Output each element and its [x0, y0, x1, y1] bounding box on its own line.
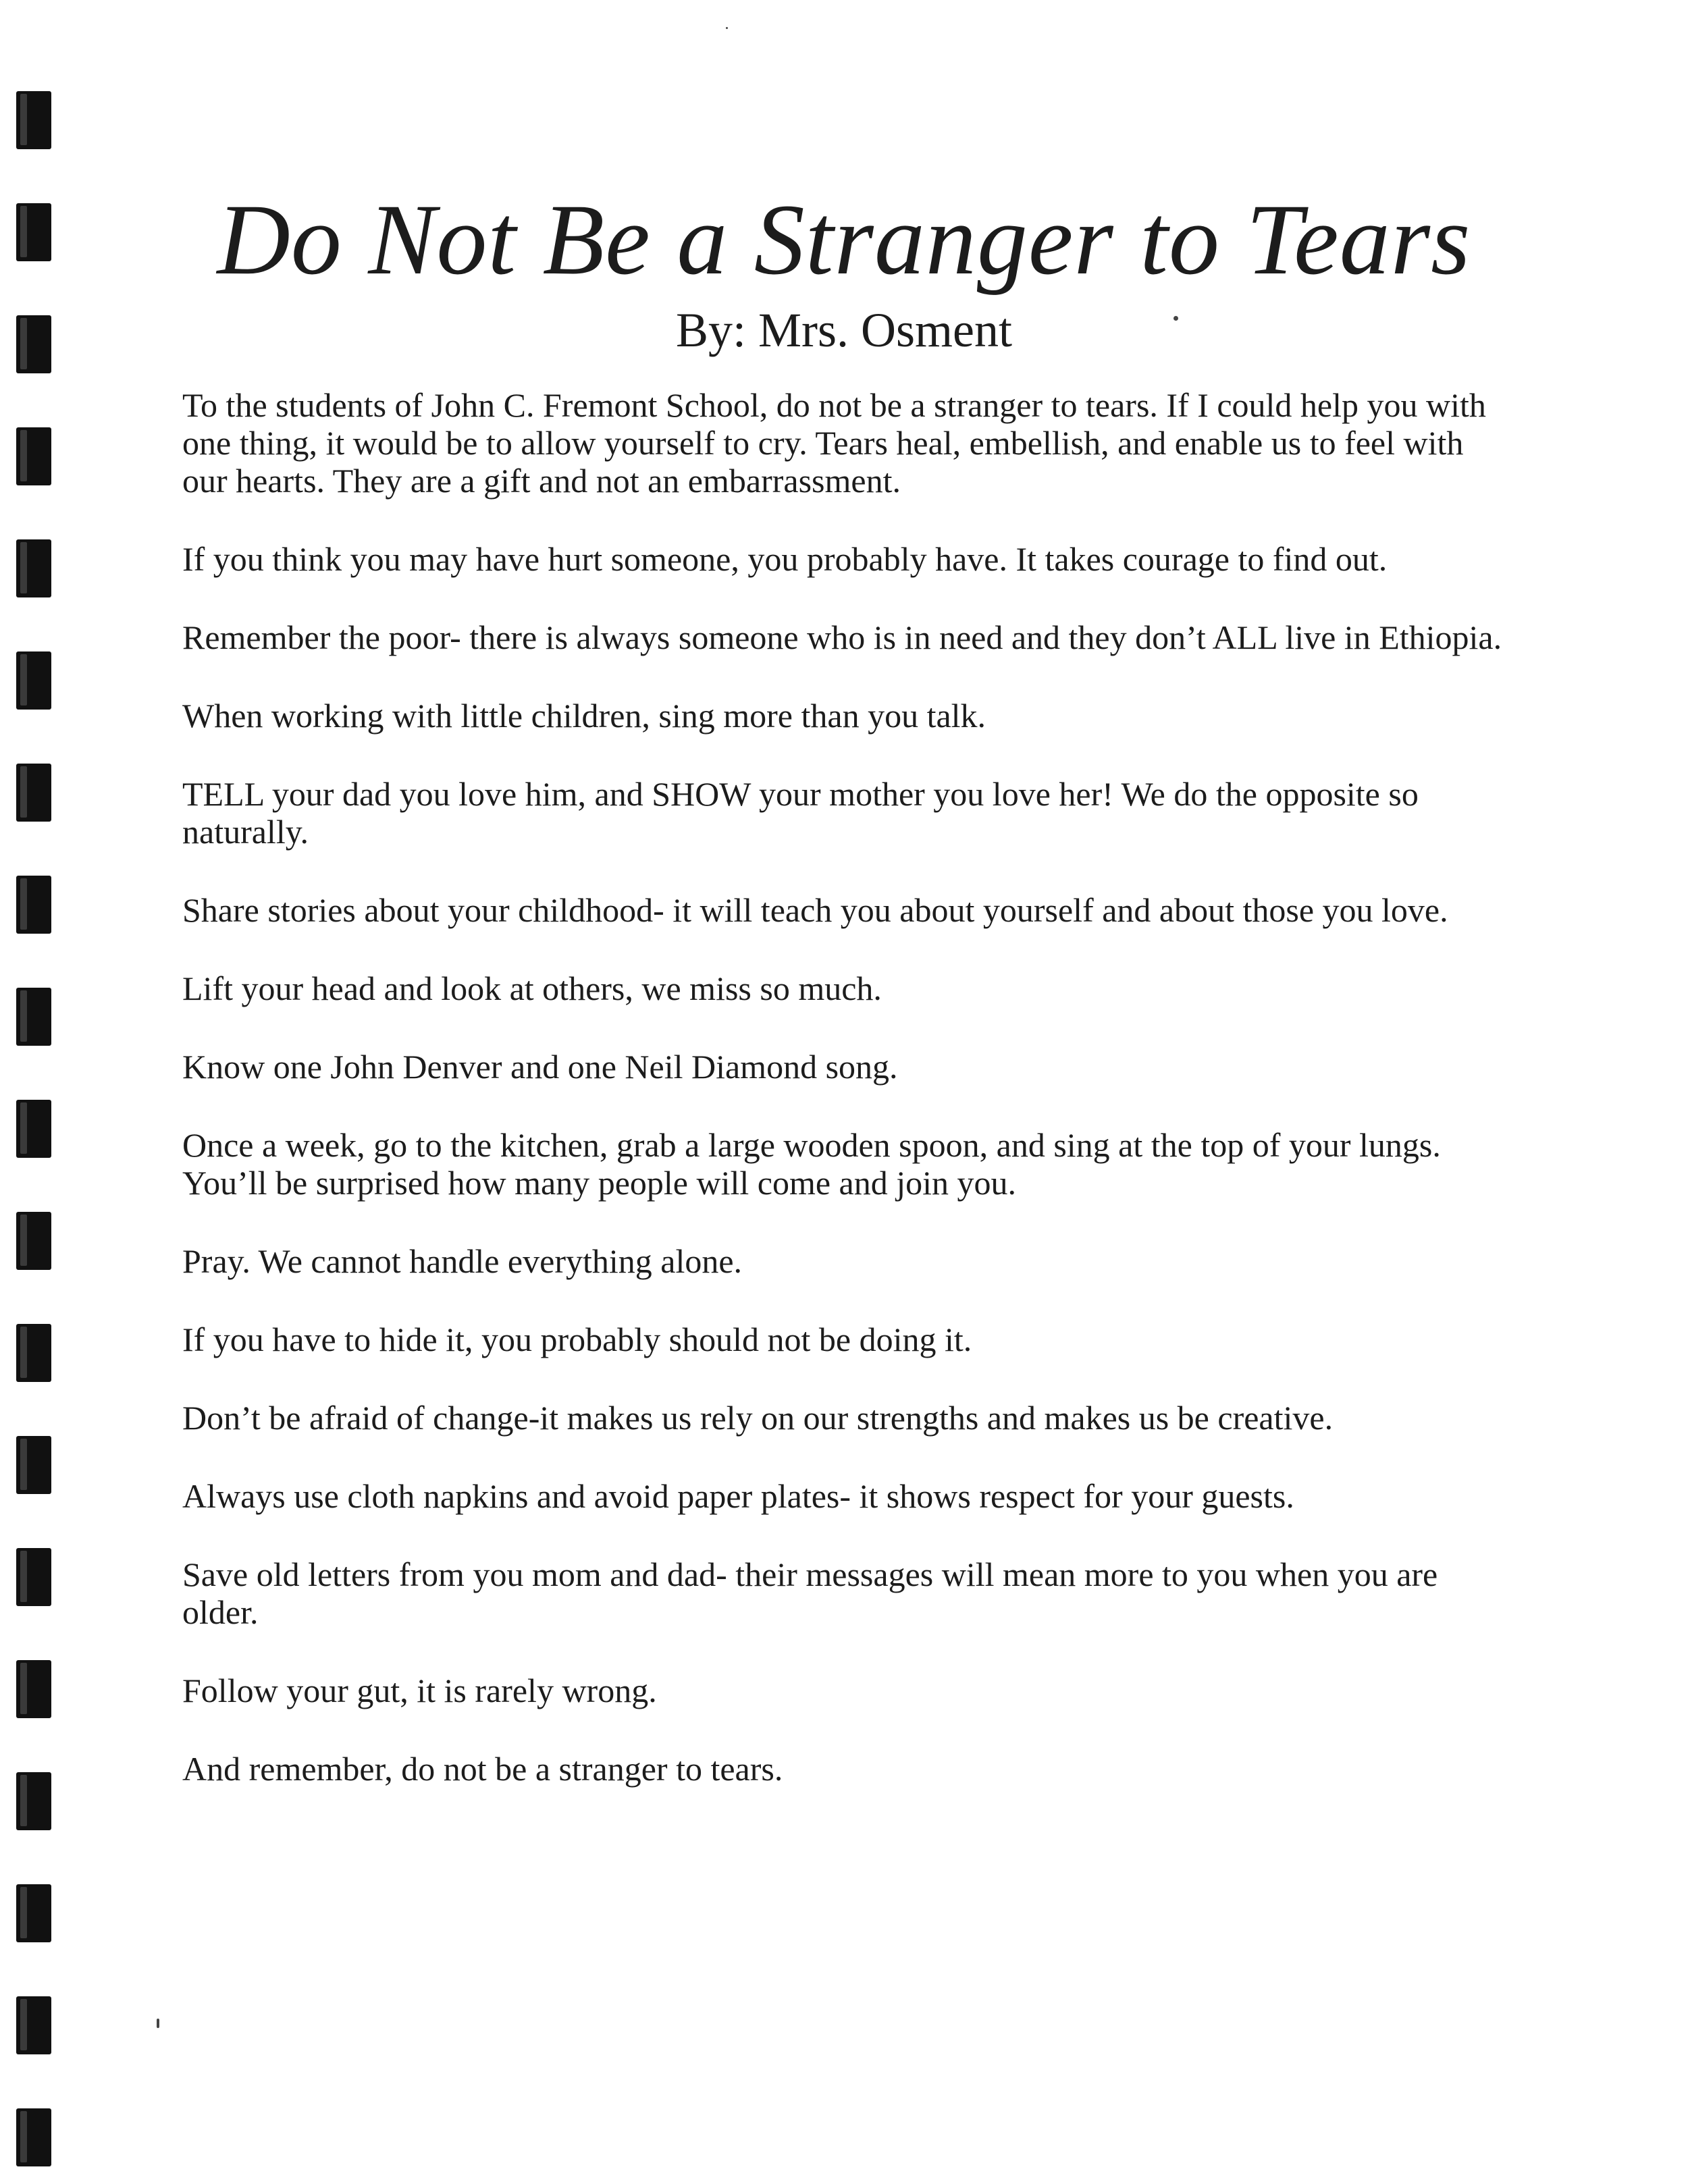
- binding-hole: [16, 315, 51, 373]
- binding-hole: [16, 988, 51, 1046]
- binding-hole: [16, 1996, 51, 2054]
- binding-hole: [16, 651, 51, 710]
- paragraph: Pray. We cannot handle everything alone.: [182, 1242, 743, 1280]
- binding-hole: [16, 2108, 51, 2166]
- spiral-binding: [16, 0, 57, 2184]
- paragraph: Once a week, go to the kitchen, grab a large wooden spoon, and sing at the top of your lungs. You’ll be surprised how many people will come and join you.: [182, 1126, 1441, 1202]
- paragraph: And remember, do not be a stranger to tears.: [182, 1750, 783, 1788]
- scan-speck: [726, 27, 728, 29]
- binding-hole: [16, 203, 51, 261]
- binding-hole: [16, 764, 51, 822]
- binding-hole: [16, 91, 51, 149]
- binding-hole: [16, 427, 51, 485]
- paragraph: Don’t be afraid of change-it makes us rely on our strengths and makes us be creative.: [182, 1399, 1334, 1437]
- paragraph: Know one John Denver and one Neil Diamond song.: [182, 1048, 898, 1086]
- binding-hole: [16, 1324, 51, 1382]
- paragraph: Always use cloth napkins and avoid paper plates- it shows respect for your guests.: [182, 1477, 1294, 1515]
- binding-hole: [16, 1548, 51, 1606]
- paragraph: When working with little children, sing more than you talk.: [182, 697, 986, 735]
- binding-hole: [16, 1660, 51, 1718]
- binding-hole: [16, 876, 51, 934]
- document-page: [182, 182, 1506, 1828]
- paragraph: Lift your head and look at others, we miss so much.: [182, 969, 882, 1007]
- binding-hole: [16, 1884, 51, 1942]
- binding-hole: [16, 1436, 51, 1494]
- paragraph: To the students of John C. Fremont School, do not be a stranger to tears. If I could help you with one thing, it would be to allow yourself to cry. Tears heal, embellish, and enable us to feel with our hearts. They are a gift and not an embarrassment.: [182, 386, 1486, 500]
- paragraph: Remember the poor- there is always someone who is in need and they don’t ALL live in Ethiopia.: [182, 618, 1502, 656]
- paragraph: Save old letters from you mom and dad- their messages will mean more to you when you are older.: [182, 1555, 1438, 1631]
- paragraph: If you think you may have hurt someone, you probably have. It takes courage to find out.: [182, 540, 1388, 578]
- paragraph: Follow your gut, it is rarely wrong.: [182, 1672, 657, 1709]
- document-body: [182, 386, 1506, 1788]
- binding-hole: [16, 1212, 51, 1270]
- binding-hole: [16, 539, 51, 597]
- document-byline: By: Mrs. Osment: [675, 303, 1013, 357]
- binding-hole: [16, 1772, 51, 1830]
- paragraph: Share stories about your childhood- it will teach you about yourself and about those you love.: [182, 891, 1448, 929]
- paragraph: TELL your dad you love him, and SHOW your mother you love her! We do the opposite so naturally.: [182, 775, 1419, 851]
- paragraph: If you have to hide it, you probably should not be doing it.: [182, 1321, 972, 1358]
- document-title: Do Not Be a Stranger to Tears: [217, 184, 1471, 296]
- binding-hole: [16, 1100, 51, 1158]
- scan-speck: [157, 2019, 159, 2028]
